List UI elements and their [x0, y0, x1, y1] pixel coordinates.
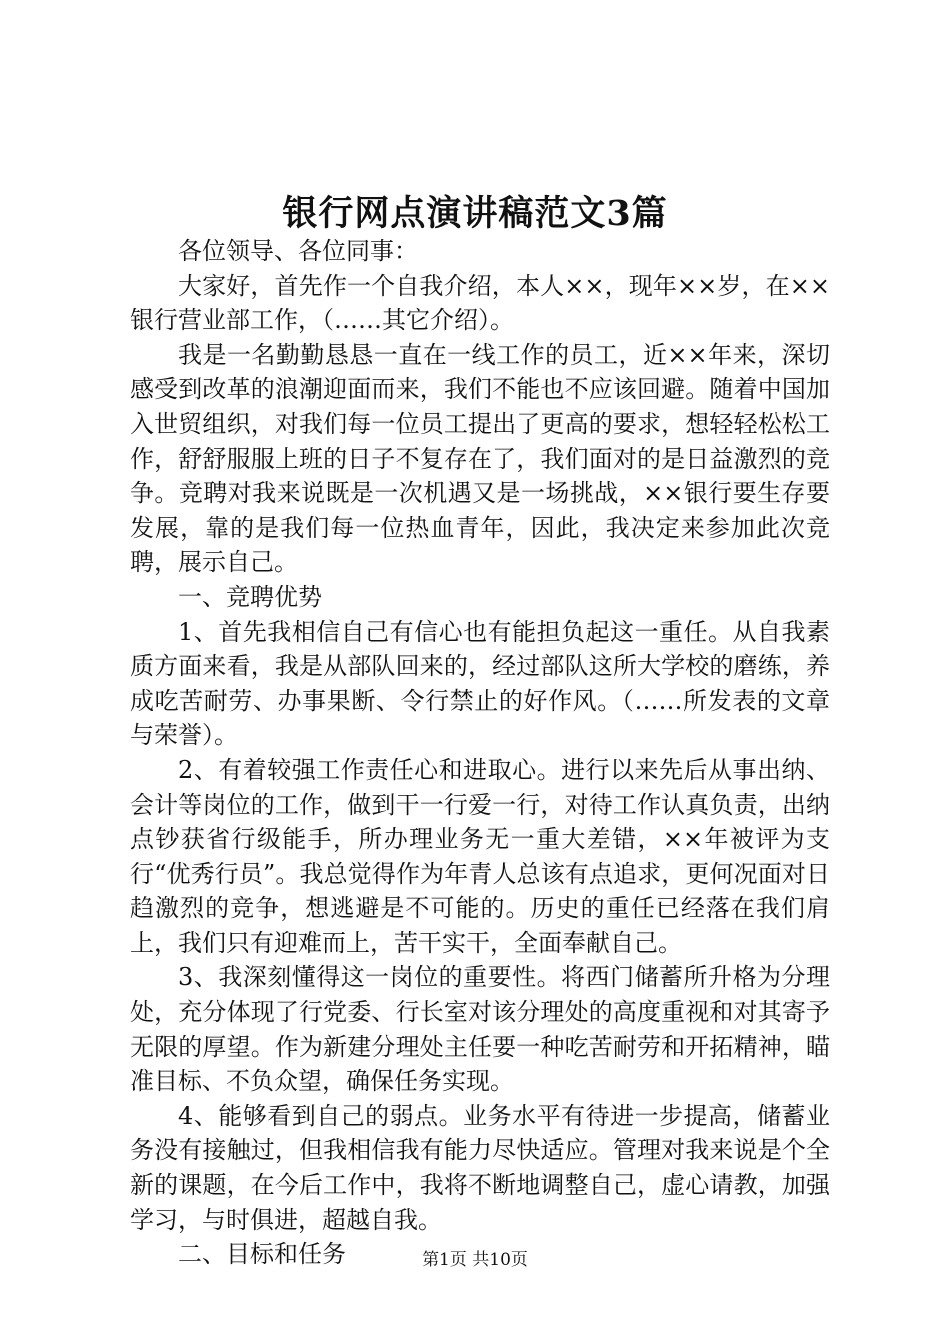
advantage-paragraph-2: 2、有着较强工作责任心和进取心。进行以来先后从事出纳、会计等岗位的工作，做到干一行爱一行，对待工作认真负责，出纳点钞获省行级能手，所办理业务无一重大差错，××年被评为支行“优秀行员”。我总觉得作为年青人总该有点追求，更何况面对日趋激烈的竞争，想逃避是不可能的。历史的重任已经落在我们肩上，我们只有迎难而上，苦干实干，全面奉献自己。 — [130, 755, 830, 957]
advantage-paragraph-3: 3、我深刻懂得这一岗位的重要性。将西门储蓄所升格为分理处，充分体现了行党委、行长室对该分理处的高度重视和对其寄予无限的厚望。作为新建分理处主任要一种吃苦耐劳和开拓精神，瞄准目标、不负众望，确保任务实现。 — [130, 963, 830, 1096]
document-title: 银行网点演讲稿范文3篇 — [282, 193, 668, 234]
motivation-paragraph: 我是一名勤勤恳恳一直在一线工作的员工，近××年来，深切感受到改革的浪潮迎面而来，我们不能也不应该回避。随着中国加入世贸组织，对我们每一位员工提出了更高的要求，想轻轻松松工作，舒舒服服上班的日子不复存在了，我们面对的是日益激烈的竞争。竞聘对我来说既是一次机遇又是一场挑战，××银行要生存要发展，靠的是我们每一位热血青年，因此，我决定来参加此次竞聘，展示自己。 — [130, 340, 830, 577]
salutation-paragraph: 各位领导、各位同事： — [178, 237, 418, 265]
document-body — [130, 234, 830, 1272]
section-heading-goals: 二、目标和任务 — [178, 1240, 346, 1269]
advantage-paragraph-4: 4、能够看到自己的弱点。业务水平有待进一步提高，储蓄业务没有接触过，但我相信我有能力尽快适应。管理对我来说是个全新的课题，在今后工作中，我将不断地调整自己，虚心请教，加强学习，与时俱进，超越自我。 — [130, 1101, 830, 1234]
section-heading-advantages: 一、竞聘优势 — [178, 582, 322, 611]
introduction-paragraph: 大家好，首先作一个自我介绍，本人××，现年××岁，在××银行营业部工作，（……其它介绍）。 — [130, 271, 830, 335]
page-number-footer: 第1页 共10页 — [422, 1250, 528, 1270]
advantage-paragraph-1: 1、首先我相信自己有信心也有能担负起这一重任。从自我素质方面来看，我是从部队回来的，经过部队这所大学校的磨练，养成吃苦耐劳、办事果断、令行禁止的好作风。（……所发表的文章与荣誉）。 — [130, 617, 830, 750]
